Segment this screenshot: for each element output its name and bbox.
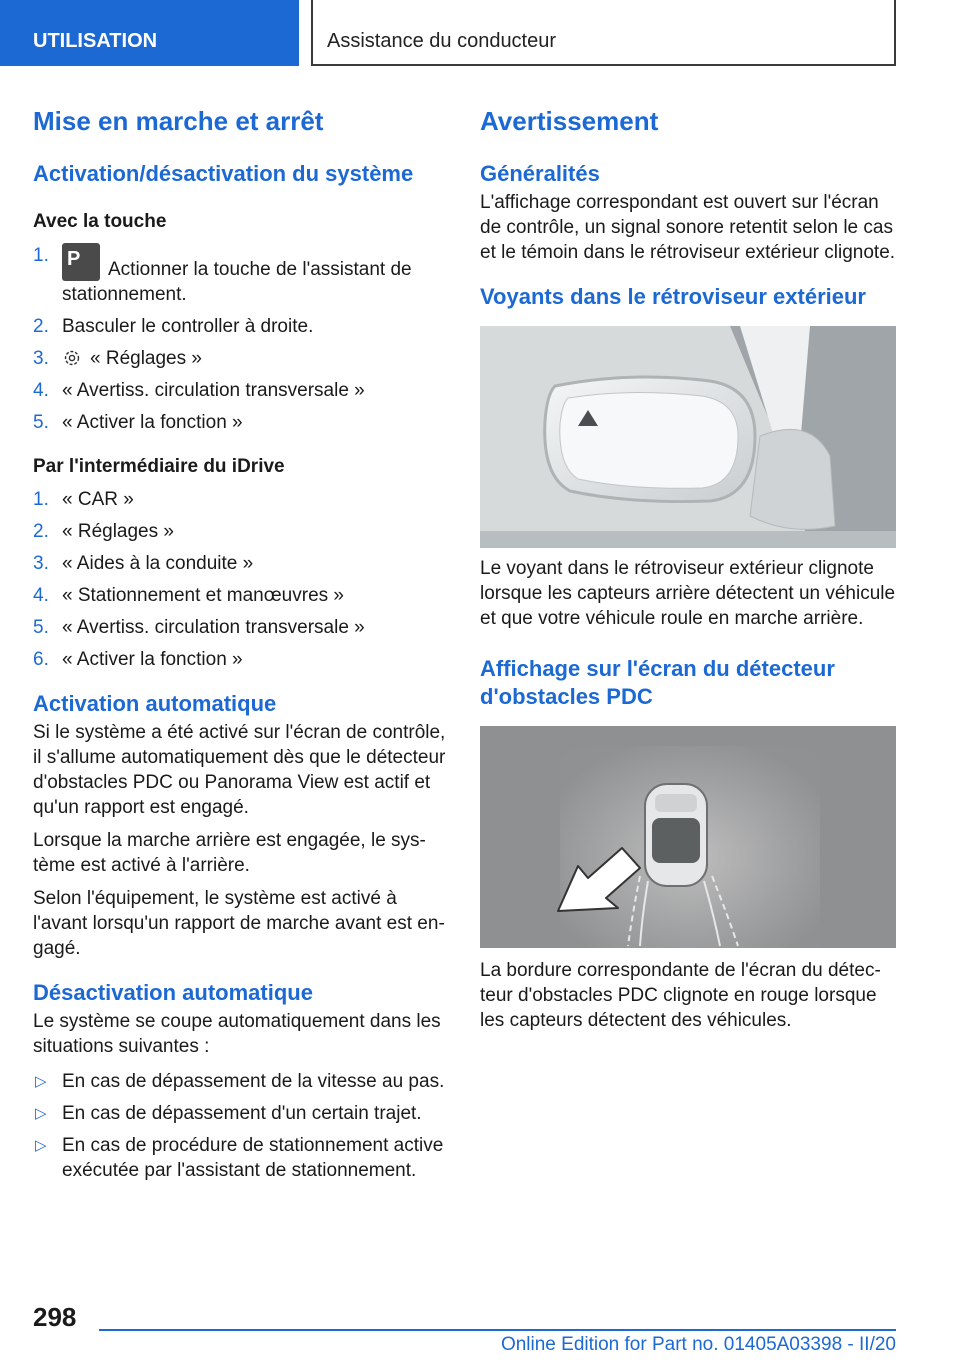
step-text: « Aides à la conduite » [62, 553, 254, 574]
step-number: 1. [33, 489, 49, 510]
step-text: « Avertiss. circulation transversale » [62, 617, 365, 638]
footer-divider [99, 1329, 896, 1331]
step-text: Actionner la touche de l'assistant de stationnement. [62, 259, 412, 305]
list-item [33, 1069, 448, 1094]
step-text: « Activer la fonction » [62, 649, 243, 670]
step-text: « CAR » [62, 489, 134, 510]
subsection-title: Activation/désactivation du système [33, 161, 414, 186]
section-tab: UTILISATION [0, 0, 299, 66]
step-number: 6. [33, 649, 49, 670]
paragraph: Si le système a été activé sur l'écran de contrôle, il s'allume automatiquement dès que le détecteur d'obstacles PDC ou Panorama View est actif et qu'un rapport est engagé. [33, 722, 446, 818]
left-column [33, 100, 448, 1190]
step-text: « Activer la fonction » [62, 412, 243, 433]
step-number: 3. [33, 348, 49, 369]
avec-touche-steps [33, 243, 448, 435]
list-item [33, 487, 448, 512]
paragraph: Le système se coupe automatiquement dans les situations suivantes : [33, 1011, 441, 1057]
paragraph: L'affichage correspondant est ouvert sur l'écran de contrôle, un signal sonore retentit selon le cas et le témoin dans le rétroviseur extérieur clignote. [480, 192, 896, 263]
deactivation-list [33, 1069, 448, 1183]
page-header [0, 0, 960, 66]
edition-note: Online Edition for Part no. 01405A03398 - II/20 [500, 1334, 896, 1355]
paragraph: La bordure correspondante de l'écran du détecteur d'obstacles PDC clignote en rouge lorsque les capteurs détectent des véhicules. [480, 960, 881, 1031]
step-number: 1. [33, 245, 49, 266]
parking-assistant-button-icon: P [62, 243, 100, 281]
step-text: « Réglages » [90, 348, 202, 369]
step-number: 3. [33, 553, 49, 574]
auto-activation-heading: Activation automatique [33, 691, 277, 716]
paragraph: Selon l'équipement, le système est activé à l'avant lorsqu'un rapport de marche avant est engagé. [33, 888, 445, 959]
pdc-display-illustration [480, 726, 896, 948]
list-item [33, 1133, 448, 1183]
list-item [33, 410, 448, 435]
list-item [33, 243, 448, 307]
bullet-triangle-icon: ▷ [35, 1073, 47, 1090]
list-item [33, 551, 448, 576]
list-item [33, 378, 448, 403]
section-title: Avertissement [480, 106, 659, 136]
step-number: 2. [33, 316, 49, 337]
step-number: 2. [33, 521, 49, 542]
paragraph: Lorsque la marche arrière est engagée, le système est activé à l'arrière. [33, 830, 426, 876]
step-text: Basculer le controller à droite. [62, 316, 314, 337]
step-number: 4. [33, 380, 49, 401]
gear-icon [62, 348, 82, 368]
list-item [33, 314, 448, 339]
bullet-triangle-icon: ▷ [35, 1137, 47, 1154]
list-item [33, 346, 448, 371]
idrive-steps [33, 487, 448, 672]
side-mirror-illustration [480, 326, 896, 548]
page-number: 298 [33, 1302, 77, 1332]
list-item [33, 1101, 448, 1126]
pdc-heading: Affichage sur l'écran du détecteur d'obstacles PDC [480, 656, 835, 709]
step-number: 5. [33, 617, 49, 638]
step-text: « Stationnement et manœuvres » [62, 585, 344, 606]
step-text: « Avertiss. circulation transversale » [62, 380, 365, 401]
bullet-text: En cas de dépassement d'un certain trajet. [62, 1103, 422, 1124]
bullet-text: En cas de dépassement de la vitesse au pas. [62, 1071, 445, 1092]
bullet-text: En cas de procédure de stationnement active exécutée par l'assistant de stationnement. [62, 1135, 444, 1181]
list-item [33, 615, 448, 640]
general-heading: Généralités [480, 161, 600, 186]
chapter-title: Assistance du conducteur [311, 0, 896, 66]
auto-deactivation-heading: Désactivation automatique [33, 980, 313, 1005]
step-text: « Réglages » [62, 521, 174, 542]
list-item [33, 583, 448, 608]
paragraph: Le voyant dans le rétroviseur extérieur clignote lorsque les capteurs arrière détectent un véhicule et que votre véhicule roule en marche arrière. [480, 558, 896, 629]
right-column [480, 100, 896, 1033]
avec-touche-heading: Avec la touche [33, 211, 167, 232]
section-title: Mise en marche et arrêt [33, 106, 324, 136]
bullet-triangle-icon: ▷ [35, 1105, 47, 1122]
step-number: 4. [33, 585, 49, 606]
step-number: 5. [33, 412, 49, 433]
idrive-heading: Par l'intermédiaire du iDrive [33, 456, 285, 477]
list-item [33, 647, 448, 672]
mirror-heading: Voyants dans le rétroviseur extérieur [480, 284, 866, 309]
list-item [33, 519, 448, 544]
